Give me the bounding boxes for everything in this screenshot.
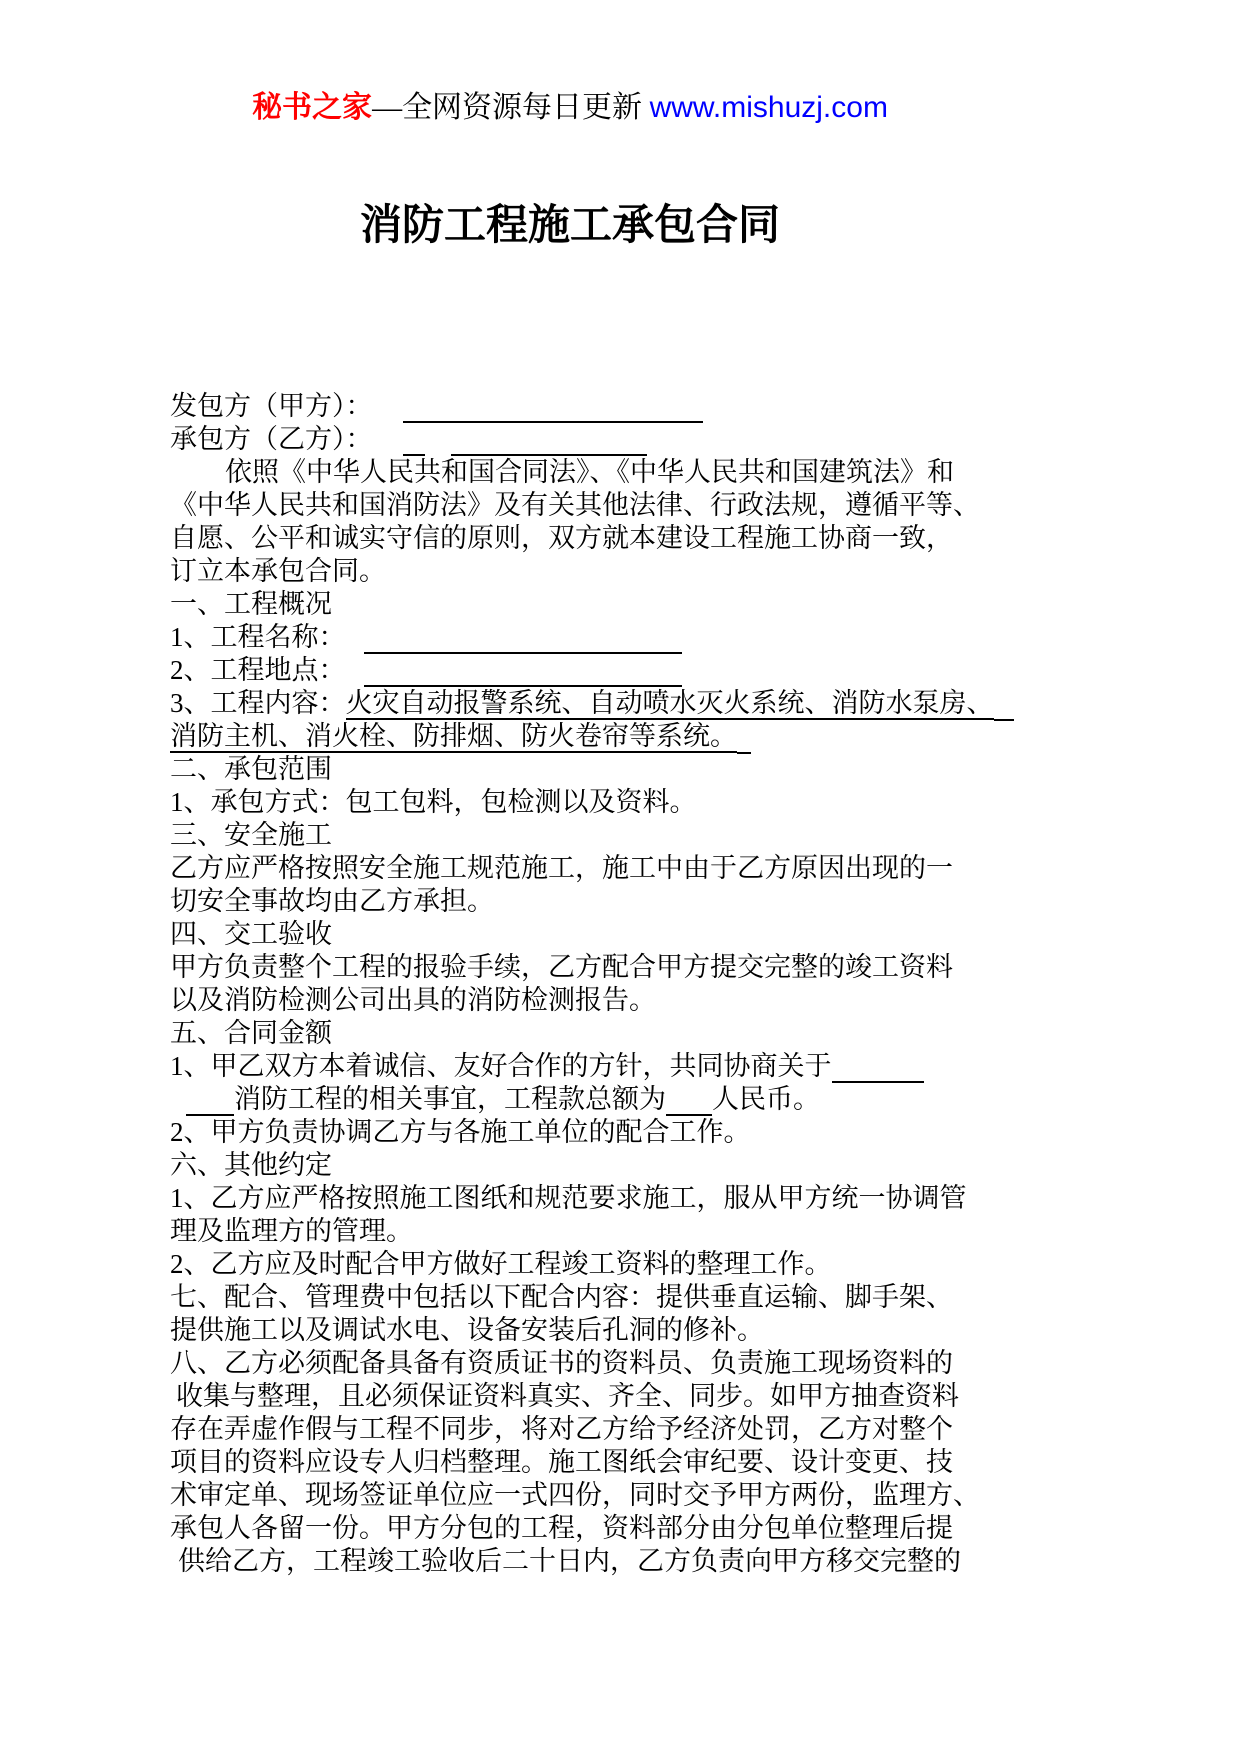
text-run: 1、甲乙双方本着诚信、友好合作的方针，共同协商关于	[170, 1051, 832, 1081]
document-line	[170, 522, 980, 555]
blank-underline	[403, 423, 425, 456]
text-run: 六、其他约定	[170, 1150, 332, 1180]
blank-underline	[666, 1083, 712, 1116]
document-line	[170, 1116, 980, 1149]
text-run: 订立本承包合同。	[170, 556, 386, 586]
document-line	[170, 1083, 980, 1116]
document-line	[170, 555, 980, 588]
document-line	[170, 1479, 980, 1512]
document-line	[170, 885, 980, 918]
document-line	[170, 753, 980, 786]
indent-spacer	[170, 1107, 186, 1108]
blank-underline	[994, 688, 1014, 721]
blank-underline	[364, 621, 682, 654]
document-line	[170, 951, 980, 984]
text-run: 1、乙方应严格按照施工图纸和规范要求施工，服从甲方统一协调管	[170, 1183, 967, 1213]
site-url-link[interactable]: www.mishuzj.com	[649, 91, 888, 124]
document-line	[170, 720, 980, 753]
text-run: 收集与整理，且必须保证资料真实、齐全、同步。如甲方抽查资料	[176, 1381, 959, 1411]
document-line	[170, 1512, 980, 1545]
document-line	[170, 489, 980, 522]
text-run: 依照《中华人民共和国合同法》、《中华人民共和国建筑法》和	[225, 457, 954, 487]
text-run: 三、安全施工	[170, 820, 332, 850]
text-run: 承包人各留一份。甲方分包的工程，资料部分由分包单位整理后提	[170, 1513, 953, 1543]
document-line	[170, 1248, 980, 1281]
text-run: 七、配合、管理费中包括以下配合内容：提供垂直运输、脚手架、	[170, 1282, 953, 1312]
text-run: 一、工程概况	[170, 589, 332, 619]
blank-underline	[364, 654, 682, 687]
blank-underline	[832, 1050, 924, 1083]
text-run: 切安全事故均由乙方承担。	[170, 886, 494, 916]
underlined-text: 火灾自动报警系统、自动喷水灭火系统、消防水泵房、	[345, 688, 994, 718]
text-run: 消防工程的相关事宜，工程款总额为	[234, 1084, 666, 1114]
text-run: 人民币。	[712, 1084, 820, 1114]
blank-underline	[186, 1083, 234, 1116]
document-line	[170, 984, 980, 1017]
document-line	[170, 1314, 980, 1347]
document-line	[170, 1281, 980, 1314]
text-run: 乙方应严格按照安全施工规范施工，施工中由于乙方原因出现的一	[170, 853, 953, 883]
document-line	[170, 819, 980, 852]
document-line	[170, 456, 980, 489]
text-run: 2、乙方应及时配合甲方做好工程竣工资料的整理工作。	[170, 1249, 832, 1279]
text-run: 存在弄虚作假与工程不同步，将对乙方给予经济处罚，乙方对整个	[170, 1414, 953, 1444]
document-line	[170, 1347, 980, 1380]
text-run: 2、甲方负责协调乙方与各施工单位的配合工作。	[170, 1117, 751, 1147]
blank-underline	[403, 390, 703, 423]
indent-spacer	[170, 1569, 178, 1570]
document-line	[170, 1446, 980, 1479]
indent-spacer	[373, 414, 403, 415]
text-run: 3、工程内容：	[170, 688, 346, 718]
text-run: 术审定单、现场签证单位应一式四份，同时交予甲方两份，监理方、	[170, 1480, 980, 1510]
document-line	[170, 621, 980, 654]
underlined-text: 消防主机、消火栓、防排烟、防火卷帘等系统。	[170, 721, 737, 751]
promo-header	[170, 90, 970, 126]
document-line	[170, 918, 980, 951]
document-line	[170, 1380, 980, 1413]
document-line	[170, 423, 980, 456]
indent-spacer	[170, 480, 225, 481]
text-run: 五、合同金额	[170, 1018, 332, 1048]
text-run: 理及监理方的管理。	[170, 1216, 413, 1246]
blank-underline	[737, 721, 751, 754]
site-brand: 秘书之家	[252, 91, 373, 124]
document-line	[170, 654, 980, 687]
document-line	[170, 1182, 980, 1215]
document-line	[170, 390, 980, 423]
document-line	[170, 1149, 980, 1182]
text-run: 八、乙方必须配备具备有资质证书的资料员、负责施工现场资料的	[170, 1348, 953, 1378]
indent-spacer	[373, 447, 403, 448]
text-run: 甲方负责整个工程的报验手续，乙方配合甲方提交完整的竣工资料	[170, 952, 953, 982]
document-line	[170, 852, 980, 885]
indent-spacer	[346, 678, 364, 679]
blank-underline	[451, 423, 647, 456]
text-run: 自愿、公平和诚实守信的原则，双方就本建设工程施工协商一致，	[170, 523, 953, 553]
text-run: 四、交工验收	[170, 919, 332, 949]
text-run: 《中华人民共和国消防法》及有关其他法律、行政法规，遵循平等、	[170, 490, 980, 520]
text-run: 1、工程名称：	[170, 622, 346, 652]
document-body	[170, 390, 994, 1578]
text-run: 1、承包方式：包工包料，包检测以及资料。	[170, 787, 697, 817]
indent-spacer	[425, 447, 451, 448]
document-line	[170, 1017, 980, 1050]
text-run: 2、工程地点：	[170, 655, 346, 685]
document-line	[170, 786, 980, 819]
document-title: 消防工程施工承包合同	[359, 203, 780, 249]
document-line	[170, 1545, 980, 1578]
document-line	[170, 588, 980, 621]
text-run: 提供施工以及调试水电、设备安装后孔洞的修补。	[170, 1315, 764, 1345]
text-run: 以及消防检测公司出具的消防检测报告。	[170, 985, 656, 1015]
document-line	[170, 1215, 980, 1248]
indent-spacer	[346, 645, 364, 646]
document-line	[170, 1413, 980, 1446]
text-run: 项目的资料应设专人归档整理。施工图纸会审纪要、设计变更、技	[170, 1447, 953, 1477]
text-run: 发包方（甲方）：	[170, 391, 373, 421]
text-run: 二、承包范围	[170, 754, 332, 784]
document-line	[170, 1050, 980, 1083]
document-line	[170, 687, 994, 720]
promo-tagline: —全网资源每日更新	[372, 91, 650, 124]
text-run: 供给乙方，工程竣工验收后二十日内，乙方负责向甲方移交完整的	[178, 1546, 961, 1576]
text-run: 承包方（乙方）：	[170, 424, 373, 454]
